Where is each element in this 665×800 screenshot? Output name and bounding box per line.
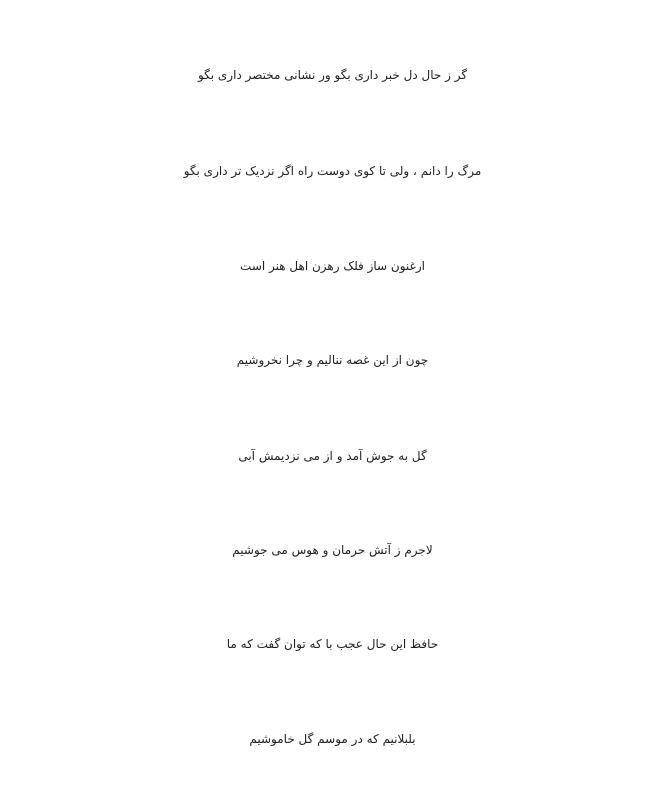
poem-line: مرگ را دانم ، ولی تا کوی دوست راه اگر نزدیک تر داری بگو [183,164,482,178]
poem-line: چون از این غصه ننالیم و چرا نخروشیم [236,353,429,367]
poem-line: لاجرم ز آتش حرمان و هوس می جوشیم [232,543,433,557]
poem-line: حافظ این حال عجب با که توان گفت که ما [226,637,439,651]
poem-line: گر ز حال دل خبر داری بگو ور نشانی مختصر داری بگو [197,68,468,82]
poem-line: بلبلانیم که در موسم گل خاموشیم [249,732,416,746]
poem-line: گل به جوش آمد و از می نزدیمش آبی [238,449,427,463]
poem-line: ارغنون ساز فلک رهزن اهل هنر است [240,259,425,273]
